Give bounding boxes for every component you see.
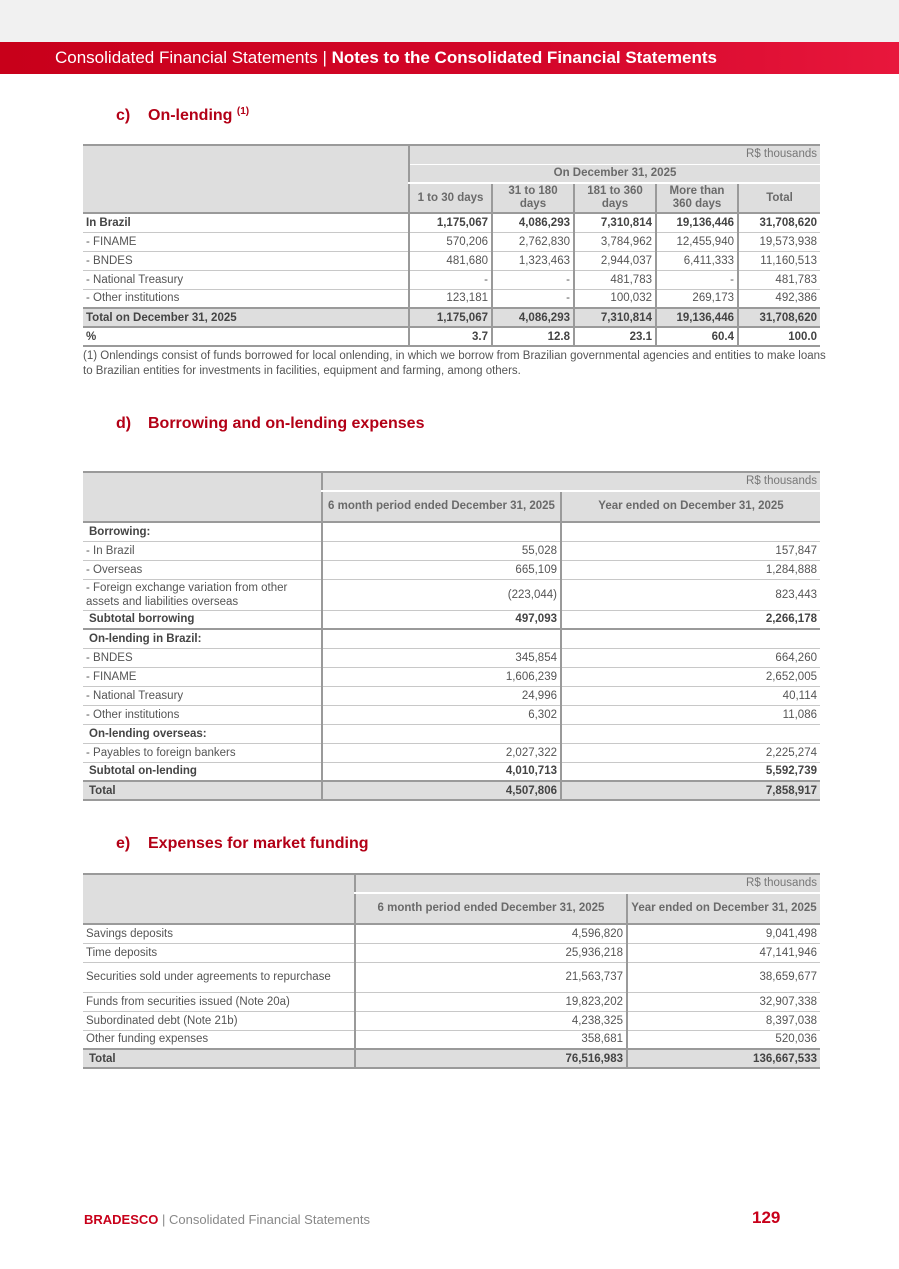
header-blank-cell (83, 145, 409, 213)
cell-value (322, 724, 561, 743)
cell-value: 481,783 (574, 270, 656, 289)
cell-value: 2,225,274 (561, 743, 820, 762)
section-heading: Borrowing and on-lending expenses (148, 415, 425, 432)
cell-value: 492,386 (738, 289, 820, 308)
cell-value: 123,181 (409, 289, 492, 308)
cell-value: - (656, 270, 738, 289)
cell-value (322, 629, 561, 648)
unit-label: R$ thousands (409, 145, 820, 164)
cell-value: 11,086 (561, 705, 820, 724)
section-title-onlending (116, 106, 249, 125)
cell-value: 7,310,814 (574, 308, 656, 327)
cell-value: 3.7 (409, 327, 492, 346)
row-label: Total (83, 1049, 355, 1068)
cell-value: 7,310,814 (574, 213, 656, 232)
table-row (83, 251, 820, 270)
cell-value (561, 522, 820, 541)
cell-value: 25,936,218 (355, 943, 627, 962)
table-row (83, 232, 820, 251)
row-label: Total (83, 781, 322, 800)
cell-value: 1,175,067 (409, 213, 492, 232)
table-row (83, 924, 820, 943)
page-number: 129 (752, 1208, 781, 1227)
table-row (83, 743, 820, 762)
col-header: Total (738, 183, 820, 213)
row-label: - Foreign exchange variation from other assets and liabilities overseas (83, 579, 322, 610)
subtotal-row (83, 762, 820, 781)
page-header-banner (0, 42, 899, 74)
cell-value: 47,141,946 (627, 943, 820, 962)
section-title-borrowing (116, 415, 424, 433)
table-row (83, 648, 820, 667)
cell-value: 570,206 (409, 232, 492, 251)
row-label: Total on December 31, 2025 (83, 308, 409, 327)
col-header: 181 to 360 days (574, 183, 656, 213)
cell-value: - (492, 289, 574, 308)
row-label: % (83, 327, 409, 346)
table-row (83, 629, 820, 648)
row-label: - BNDES (83, 251, 409, 270)
header-separator: | (322, 48, 327, 67)
table-row (83, 560, 820, 579)
total-row (83, 308, 820, 327)
footer-brand (84, 1212, 370, 1227)
cell-value: 269,173 (656, 289, 738, 308)
cell-value: 665,109 (322, 560, 561, 579)
row-label: Subtotal on-lending (89, 765, 197, 778)
row-label: In Brazil (83, 213, 409, 232)
cell-value: 4,010,713 (322, 762, 561, 781)
row-label: Borrowing: (83, 522, 322, 541)
row-label: Savings deposits (83, 924, 355, 943)
cell-value: 100,032 (574, 289, 656, 308)
row-label: - Other institutions (83, 705, 322, 724)
market-funding-table (83, 873, 820, 1069)
row-label: - Other institutions (86, 292, 180, 305)
cell-value: 24,996 (322, 686, 561, 705)
col-header: 6 month period ended December 31, 2025 (355, 893, 627, 924)
table-row (83, 270, 820, 289)
cell-value: (223,044) (322, 579, 561, 610)
cell-value: 40,114 (561, 686, 820, 705)
header-section: Consolidated Financial Statements (55, 48, 318, 67)
cell-value: 60.4 (656, 327, 738, 346)
cell-value: 1,175,067 (409, 308, 492, 327)
cell-value: 8,397,038 (627, 1011, 820, 1030)
section-letter: e) (116, 835, 131, 852)
cell-value: 345,854 (322, 648, 561, 667)
col-header: 1 to 30 days (409, 183, 492, 213)
footer-text: Consolidated Financial Statements (169, 1212, 370, 1227)
cell-value: 136,667,533 (627, 1049, 820, 1068)
row-label: On-lending overseas: (83, 724, 322, 743)
cell-value: 2,266,178 (561, 610, 820, 629)
cell-value: 19,136,446 (656, 308, 738, 327)
cell-value: 19,823,202 (355, 992, 627, 1011)
row-label: Securities sold under agreements to repurchase (83, 962, 355, 992)
cell-value: - (492, 270, 574, 289)
col-header: More than 360 days (656, 183, 738, 213)
cell-value: 497,093 (322, 610, 561, 629)
cell-value: 2,652,005 (561, 667, 820, 686)
cell-value: 21,563,737 (355, 962, 627, 992)
cell-value: 2,027,322 (322, 743, 561, 762)
table-row (83, 705, 820, 724)
header-title: Notes to the Consolidated Financial Statements (331, 48, 717, 67)
percent-row (83, 327, 820, 346)
cell-value: 2,944,037 (574, 251, 656, 270)
table-row (83, 943, 820, 962)
cell-value: 100.0 (738, 327, 820, 346)
cell-value: 157,847 (561, 541, 820, 560)
cell-value: 1,606,239 (322, 667, 561, 686)
footnote-ref: (1) (236, 106, 250, 117)
row-label: - National Treasury (83, 270, 409, 289)
cell-value: 23.1 (574, 327, 656, 346)
brand-name: BRADESCO (84, 1212, 159, 1227)
table-row (83, 667, 820, 686)
date-header: On December 31, 2025 (409, 164, 820, 183)
cell-value: 664,260 (561, 648, 820, 667)
row-label: - National Treasury (83, 686, 322, 705)
cell-value (322, 522, 561, 541)
footer-separator: | (162, 1212, 166, 1227)
cell-value: 4,507,806 (322, 781, 561, 800)
cell-value: 32,907,338 (627, 992, 820, 1011)
cell-value: 55,028 (322, 541, 561, 560)
cell-value: - (409, 270, 492, 289)
cell-value: 6,411,333 (656, 251, 738, 270)
cell-value: 520,036 (627, 1030, 820, 1049)
cell-value (561, 724, 820, 743)
cell-value: 481,680 (409, 251, 492, 270)
table-row (83, 213, 820, 232)
cell-value: 11,160,513 (738, 251, 820, 270)
section-heading: Expenses for market funding (148, 835, 369, 852)
row-label: Other funding expenses (86, 1033, 209, 1046)
table-row (83, 541, 820, 560)
cell-value: 358,681 (355, 1030, 627, 1049)
footnote: (1) Onlendings consist of funds borrowed for local onlending, in which we borrow from Brazilian governmental agencies and entities to make loans to Brazilian entities for investments in facilities, equipment and farming, among others. (83, 350, 826, 377)
table-row (83, 579, 820, 610)
cell-value: 1,284,888 (561, 560, 820, 579)
table-row (83, 1030, 820, 1049)
cell-value: 1,323,463 (492, 251, 574, 270)
row-label: Subordinated debt (Note 21b) (83, 1011, 355, 1030)
cell-value: 38,659,677 (627, 962, 820, 992)
cell-value: 2,762,830 (492, 232, 574, 251)
row-label: - FINAME (83, 667, 322, 686)
table-row (83, 992, 820, 1011)
total-row (83, 1049, 820, 1068)
header-blank-cell (83, 874, 355, 924)
table-row (83, 1011, 820, 1030)
row-label: - Overseas (83, 560, 322, 579)
header-blank-cell (83, 472, 322, 522)
cell-value: 12.8 (492, 327, 574, 346)
cell-value: 76,516,983 (355, 1049, 627, 1068)
table-row (83, 686, 820, 705)
total-row (83, 781, 820, 800)
row-label: Time deposits (83, 943, 355, 962)
subtotal-row (83, 610, 820, 629)
cell-value: 4,086,293 (492, 213, 574, 232)
table-row (83, 522, 820, 541)
unit-label: R$ thousands (322, 472, 820, 491)
row-label: On-lending in Brazil: (83, 629, 322, 648)
col-header: 31 to 180 days (492, 183, 574, 213)
cell-value: 481,783 (738, 270, 820, 289)
row-label: - FINAME (83, 232, 409, 251)
top-margin (0, 0, 899, 42)
cell-value: 5,592,739 (561, 762, 820, 781)
cell-value: 19,573,938 (738, 232, 820, 251)
col-header: Year ended on December 31, 2025 (561, 491, 820, 522)
col-header: Year ended on December 31, 2025 (627, 893, 820, 924)
unit-label: R$ thousands (355, 874, 820, 893)
cell-value: 4,596,820 (355, 924, 627, 943)
cell-value: 12,455,940 (656, 232, 738, 251)
cell-value: 4,238,325 (355, 1011, 627, 1030)
borrowing-table (83, 471, 820, 801)
row-label: Subtotal borrowing (83, 610, 322, 629)
table-row (83, 289, 820, 308)
table-row (83, 724, 820, 743)
row-label: Funds from securities issued (Note 20a) (83, 992, 355, 1011)
cell-value: 31,708,620 (738, 308, 820, 327)
section-title-market-funding (116, 835, 369, 853)
cell-value: 9,041,498 (627, 924, 820, 943)
cell-value: 19,136,446 (656, 213, 738, 232)
cell-value: 6,302 (322, 705, 561, 724)
row-label: - In Brazil (83, 541, 322, 560)
onlending-table (83, 144, 820, 347)
section-heading: On-lending (148, 107, 233, 124)
section-letter: d) (116, 415, 132, 432)
table-row (83, 962, 820, 992)
row-label: - Payables to foreign bankers (83, 743, 322, 762)
cell-value: 3,784,962 (574, 232, 656, 251)
cell-value: 823,443 (561, 579, 820, 610)
cell-value: 4,086,293 (492, 308, 574, 327)
col-header: 6 month period ended December 31, 2025 (322, 491, 561, 522)
cell-value: 7,858,917 (561, 781, 820, 800)
row-label: - BNDES (83, 648, 322, 667)
cell-value: 31,708,620 (738, 213, 820, 232)
section-letter: c) (116, 107, 131, 124)
cell-value (561, 629, 820, 648)
